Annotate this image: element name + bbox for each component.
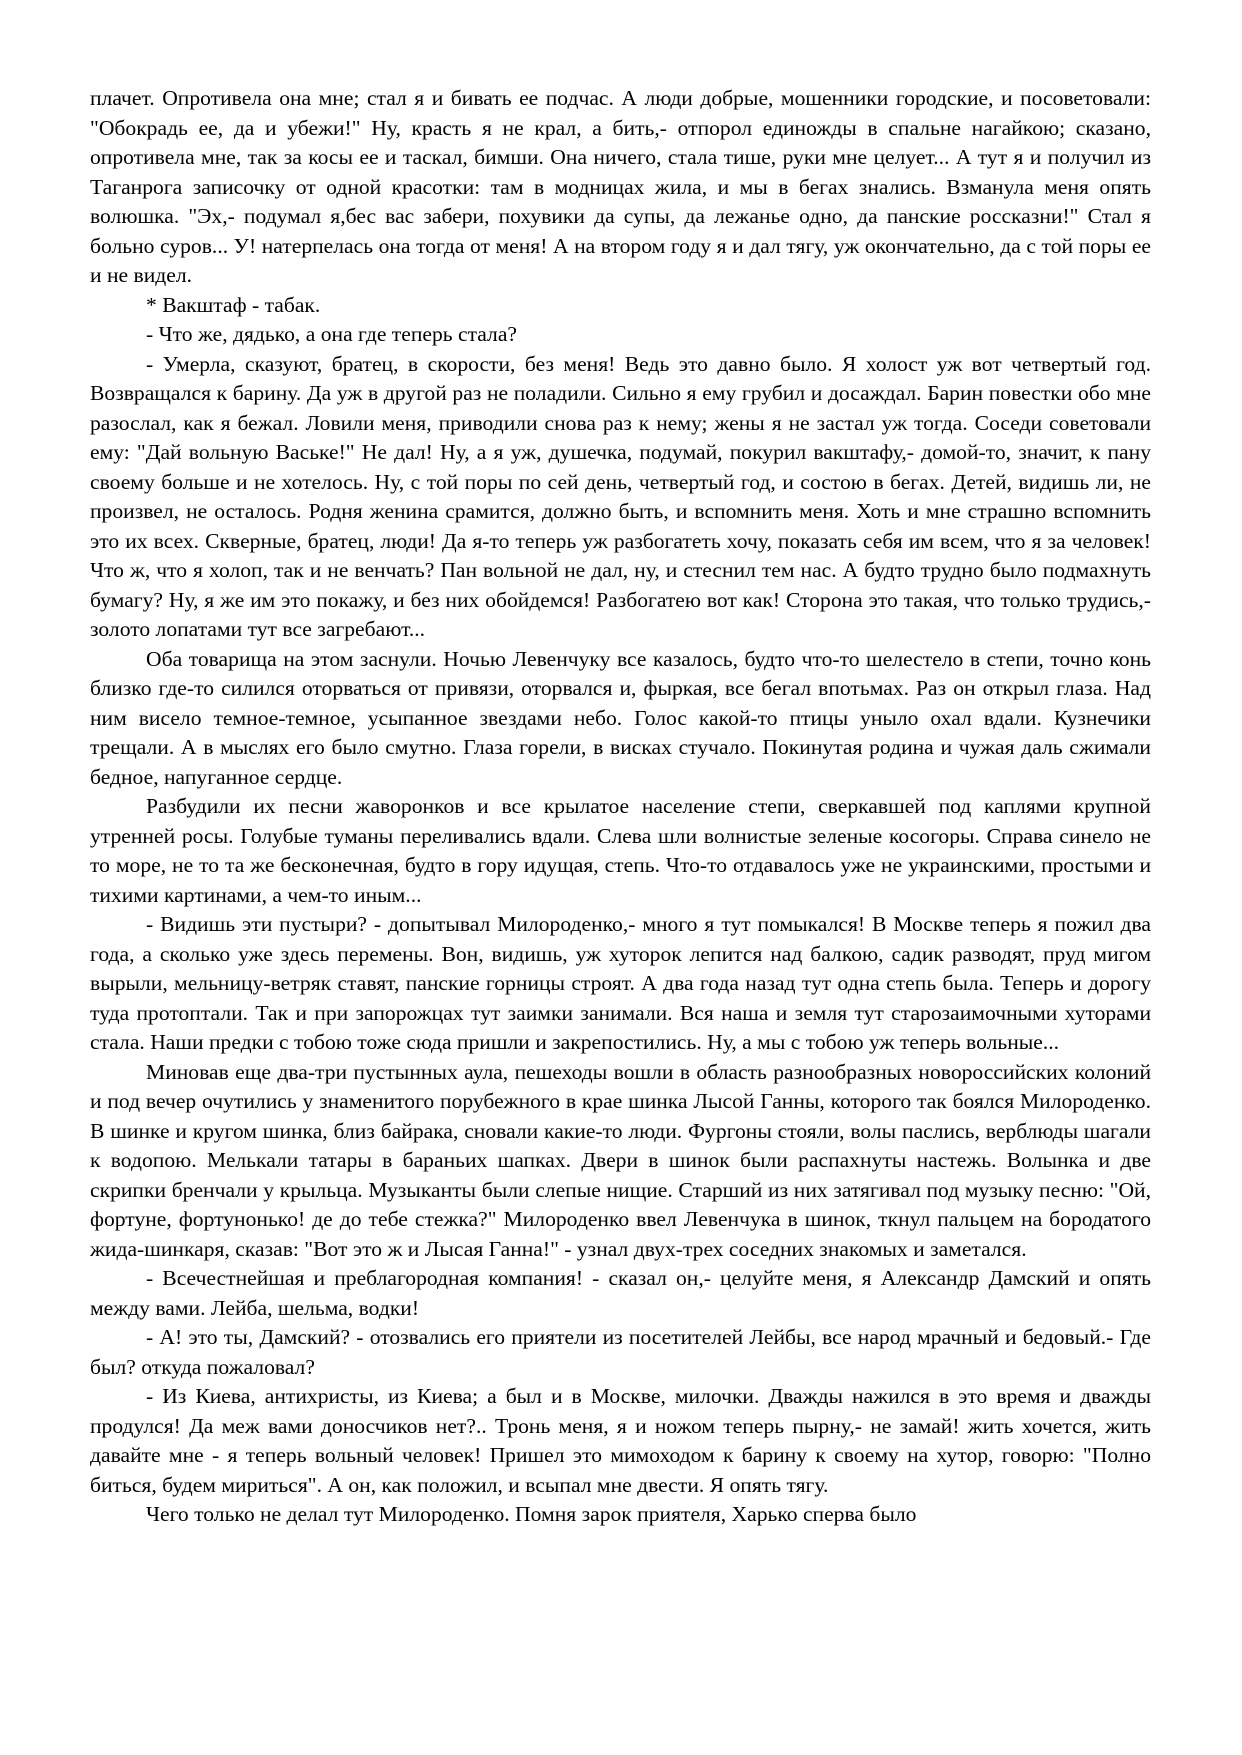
paragraph-3: - Что же, дядько, а она где теперь стала? [146,322,518,346]
paragraph-5: Оба товарища на этом заснули. Ночью Левенчуку все казалось, будто что-то шелестело в степи, точно конь близко где-то силился оторваться от привязи, оторвался и, фыркая, все бегал впотьмах. Раз он открыл глаза. Над ним висело темное-темное, усыпанное звездами небо. Голос какой-то птицы уныло охал вдали. Кузнечики трещали. А в мыслях его было смутно. Глаза горели, в висках стучало. Покинутая родина и чужая даль сжимали бедное, напуганное сердце. [90,646,1151,789]
paragraph-12: Чего только не делал тут Милороденко. Помня зарок приятеля, Харько сперва было [146,1502,917,1526]
document-page [90,84,1151,1530]
paragraph-11: - Из Киева, антихристы, из Киева; а был и в Москве, милочки. Дважды нажился в это время и дважды продулся! Да меж вами доносчиков нет?.. Тронь меня, я и ножом теперь пырну,- не замай! жить хочется, жить давайте мне - я теперь вольный человек! Пришел это мимоходом к барину к своему на хутор, говорю: "Полно биться, будем мириться". А он, как положил, и всыпал мне двести. Я опять тягу. [90,1384,1151,1497]
paragraph-6: Разбудили их песни жаворонков и все крылатое население степи, сверкавшей под каплями крупной утренней росы. Голубые туманы переливались вдали. Слева шли волнистые зеленые косогоры. Справа синело не то море, не то та же бесконечная, будто в гору идущая, степь. Что-то отдавалось уже не украинскими, простыми и тихими картинами, а чем-то иным... [90,794,1151,907]
paragraph-footnote: * Вакштаф - табак. [146,292,321,317]
paragraph-4: - Умерла, сказуют, братец, в скорости, без меня! Ведь это давно было. Я холост уж вот четвертый год. Возвращался к барину. Да уж в другой раз не поладили. Сильно я ему грубил и досаждал. Барин повестки обо мне разослал, как я бежал. Ловили меня, приводили снова раз к нему; жены я не застал уж тогда. Соседи советовали ему: "Дай вольную Ваське!" Не дал! Ну, а я уж, душечка, подумай, покурил вакштафу,- домой-то, значит, к пану своему больше и не хотелось. Ну, с той поры по сей день, четвертый год, и состою в бегах. Детей, видишь ли, не произвел, не осталось. Родня женина срамится, должно быть, и вспомнить меня. Хоть и мне страшно вспомнить это их всех. Скверные, братец, люди! Да я-то теперь уж разбогатеть хочу, показать себя им всем, что я за человек! Что ж, что я холоп, так и не венчать? Пан вольной не дал, ну, и стеснил тем нас. А будто трудно было подмахнуть бумагу? Ну, я же им это покажу, и без них обойдемся! Разбогатею вот как! Сторона это такая, что только трудись,- золото лопатами тут все загребают... [90,351,1151,641]
paragraph-7: - Видишь эти пустыри? - допытывал Милороденко,- много я тут помыкался! В Москве теперь я пожил два года, а сколько уже здесь перемены. Вон, видишь, уж хуторок лепится над балкою, садик разводят, пруд мигом вырыли, мельницу-ветряк ставят, панские горницы строят. А два года назад тут одна степь была. Теперь и дорогу туда протоптали. Так и при запорожцах тут заимки занимали. Вся наша и земля тут старозаимочными хуторами стала. Наши предки с тобою тоже сюда пришли и закрепостились. Ну, а мы с тобою уж теперь вольные... [90,912,1151,1054]
paragraph-8: Миновав еще два-три пустынных аула, пешеходы вошли в область разнообразных новороссийских колоний и под вечер очутились у знаменитого порубежного в крае шинка Лысой Ганны, которого так боялся Милороденко. В шинке и кругом шинка, близ байрака, сновали какие-то люди. Фургоны стояли, волы паслись, верблюды шагали к водопою. Мелькали татары в бараньих шапках. Двери в шинок были распахнуты настежь. Волынка и две скрипки бренчали у крыльца. Музыканты были слепые нищие. Старший из них затягивал под музыку песню: "Ой, фортуне, фортунонько! де до тебе стежка?" Милороденко ввел Левенчука в шинок, ткнул пальцем на бородатого жида-шинкаря, сказав: "Вот это ж и Лысая Ганна!" - узнал двух-трех соседних знакомых и заметался. [90,1059,1151,1261]
paragraph-9: - Всечестнейшая и преблагородная компания! - сказал он,- целуйте меня, я Александр Дамский и опять между вами. Лейба, шельма, водки! [90,1266,1151,1320]
paragraph-10: - А! это ты, Дамский? - отозвались его приятели из посетителей Лейбы, все народ мрачный и бедовый.- Где был? откуда пожаловал? [90,1325,1151,1379]
paragraph-1: плачет. Опротивела она мне; стал я и бивать ее подчас. А люди добрые, мошенники городские, и посоветовали: "Обокрадь ее, да и убежи!" Ну, красть я не крал, а бить,- отпорол единожды в спальне нагайкою; сказано, опротивела мне, так за косы ее и таскал, бимши. Она ничего, стала тише, руки мне целует... А тут я и получил из Таганрога записочку от одной красотки: там в модницах жила, и мы в бегах знались. Взманула меня опять волюшка. "Эх,- подумал я,бес вас забери, похувики да супы, да лежанье одно, да панские россказни!" Стал я больно суров... У! натерпелась она тогда от меня! А на втором году я и дал тягу, уж окончательно, да с той поры ее и не видел. [90,86,1151,287]
